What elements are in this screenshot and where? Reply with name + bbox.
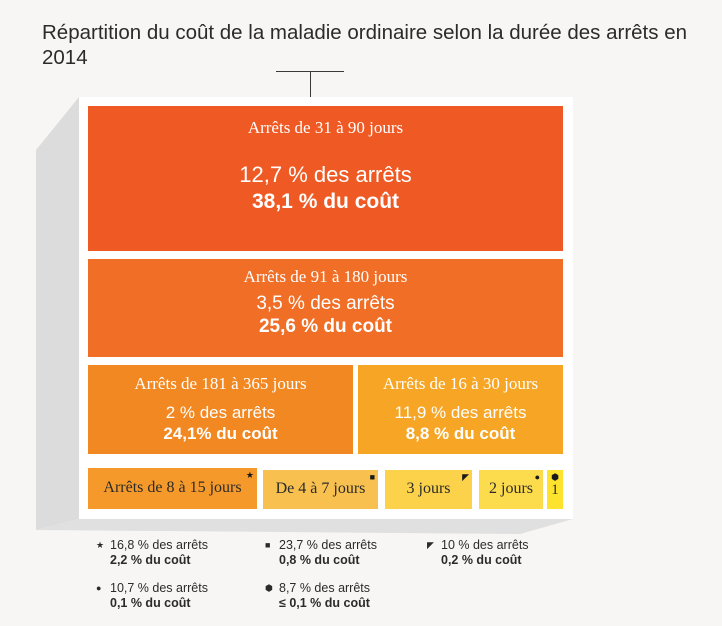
tile-label: Arrêts de 181 à 365 jours xyxy=(134,374,307,393)
tile-2-jours xyxy=(479,470,543,509)
tile-arrets-value: 11,9 % des arrêts xyxy=(394,403,527,422)
triangle-icon: ◤ xyxy=(427,540,434,550)
tile-cout-value: 38,1 % du coût xyxy=(251,190,400,213)
tile-label: Arrêts de 31 à 90 jours xyxy=(247,118,404,137)
circle-icon: ● xyxy=(96,583,102,593)
tile-arrets-value: 2 % des arrêts xyxy=(165,403,276,422)
chart-title: Répartition du coût de la maladie ordinaire selon la durée des arrêts en 2014 xyxy=(42,21,687,69)
tile-label: 3 jours xyxy=(406,480,451,497)
legend-item-star xyxy=(96,538,208,568)
tile-16-30-jours xyxy=(358,365,563,454)
shadow-bottom xyxy=(36,519,573,534)
tile-181-365-jours xyxy=(88,365,353,454)
legend-arrets: 8,7 % des arrêts xyxy=(279,581,371,595)
tile-label: 1 xyxy=(551,482,559,498)
legend-arrets: 10 % des arrêts xyxy=(441,538,529,552)
tile-8-15-jours xyxy=(88,468,257,509)
circle-icon: ● xyxy=(534,472,540,482)
tile-label: Arrêts de 16 à 30 jours xyxy=(382,374,539,393)
tile-4-7-jours xyxy=(263,470,378,509)
legend-item-circle xyxy=(96,581,208,611)
tile-cout-value: 25,6 % du coût xyxy=(258,316,393,337)
tile-3-jours xyxy=(385,470,472,509)
legend-arrets: 23,7 % des arrêts xyxy=(279,538,377,552)
hexagon-icon: ⬢ xyxy=(551,472,559,482)
legend-item-square xyxy=(265,538,377,568)
tile-label: De 4 à 7 jours xyxy=(275,480,366,497)
legend-cout: ≤ 0,1 % du coût xyxy=(279,596,370,610)
treemap-panel xyxy=(79,97,573,519)
legend-arrets: 16,8 % des arrêts xyxy=(110,538,208,552)
star-icon: ★ xyxy=(245,470,254,480)
legend-cout: 0,2 % du coût xyxy=(441,553,522,567)
legend-cout: 0,8 % du coût xyxy=(279,553,360,567)
tile-label: Arrêts de 8 à 15 jours xyxy=(103,479,242,496)
legend-item-triangle xyxy=(427,538,529,568)
square-icon: ■ xyxy=(265,540,271,550)
tile-1-jour xyxy=(547,470,563,509)
square-icon: ■ xyxy=(369,472,375,482)
tile-arrets-value: 12,7 % des arrêts xyxy=(239,162,412,187)
tile-label: Arrêts de 91 à 180 jours xyxy=(243,267,408,286)
tile-31-90-jours xyxy=(88,106,563,251)
tile-cout-value: 8,8 % du coût xyxy=(405,424,516,443)
shadow-left xyxy=(36,97,79,530)
triangle-icon: ◤ xyxy=(462,472,469,482)
hexagon-icon: ⬢ xyxy=(265,583,273,593)
legend-cout: 0,1 % du coût xyxy=(110,596,191,610)
legend-cout: 2,2 % du coût xyxy=(110,553,191,567)
tile-91-180-jours xyxy=(88,259,563,357)
tile-label: 2 jours xyxy=(489,480,533,497)
legend-arrets: 10,7 % des arrêts xyxy=(110,581,208,595)
legend-item-hexagon xyxy=(265,581,370,611)
tile-cout-value: 24,1% du coût xyxy=(163,424,278,443)
star-icon: ★ xyxy=(96,540,105,550)
tile-arrets-value: 3,5 % des arrêts xyxy=(256,293,395,314)
